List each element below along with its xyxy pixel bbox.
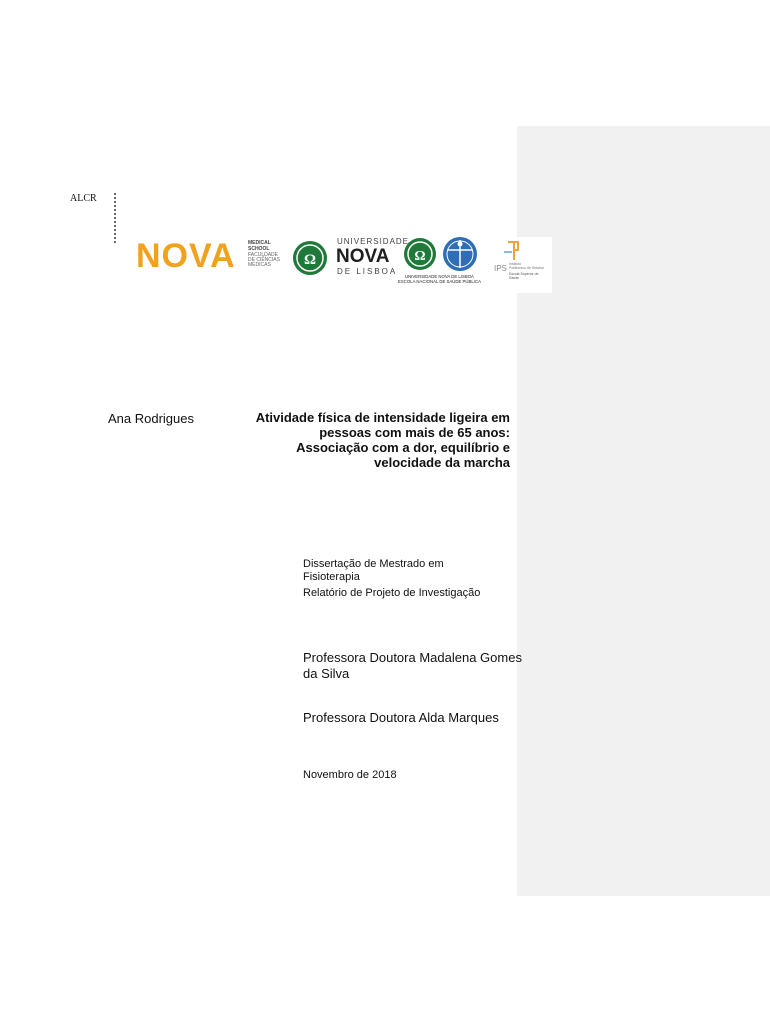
- medical-school-line-1: MEDICAL: [248, 240, 271, 246]
- svg-text:Ω: Ω: [303, 252, 317, 268]
- ensp-emblem-icon: [443, 237, 477, 271]
- title-line-1: Atividade física de intensidade ligeira em: [255, 410, 510, 425]
- medical-school-line-3: FACULDADE: [248, 252, 279, 258]
- author-name: Ana Rodrigues: [108, 411, 194, 426]
- ips-text-2: Politécnico de Setúbal: [509, 266, 544, 270]
- header-initials: ALCR: [70, 193, 97, 204]
- svg-text:Ω: Ω: [414, 249, 426, 264]
- nova-medical-school-logo: [136, 237, 281, 275]
- ensp-text-line-1: UNIVERSIDADE NOVA DE LISBOA: [405, 274, 474, 279]
- title-line-2: pessoas com mais de 65 anos:: [319, 425, 510, 440]
- ips-text-3: Escola Superior de: [509, 272, 539, 276]
- university-sub-text: DE LISBOA: [337, 267, 398, 276]
- institution-logos: [130, 232, 554, 294]
- submission-date: Novembro de 2018: [303, 769, 397, 781]
- report-type-text: Relatório de Projeto de Investigação: [303, 587, 481, 599]
- medical-school-line-4: DE CIÊNCIAS: [248, 257, 280, 263]
- supervisor-1: Professora Doutora Madalena Gomes da Silva: [303, 650, 522, 681]
- ips-text-4: Saúde: [509, 276, 520, 280]
- ips-abbr: IPS: [494, 264, 507, 273]
- degree-text: Dissertação de Mestrado em Fisioterapia: [303, 558, 444, 583]
- medical-school-line-2: SCHOOL: [248, 246, 270, 252]
- ips-text-1: Instituto: [509, 262, 522, 266]
- university-top-text: UNIVERSIDADE: [337, 237, 410, 246]
- universidade-nova-lisboa-logo: [336, 237, 409, 276]
- comment-margin-pane: [517, 126, 770, 896]
- header-dotted-rule: [114, 193, 116, 243]
- medical-school-line-5: MÉDICAS: [248, 262, 271, 268]
- title-line-4: velocidade da marcha: [374, 455, 510, 470]
- university-main-text: NOVA: [336, 246, 390, 267]
- title-line-3: Associação com a dor, equilíbrio e: [296, 440, 510, 455]
- ensp-text-line-2: ESCOLA NACIONAL DE SAÚDE PÚBLICA: [398, 279, 481, 284]
- supervisor-2: Professora Doutora Alda Marques: [303, 710, 499, 725]
- thesis-title: [232, 410, 510, 470]
- nova-wordmark: NOVA: [136, 237, 236, 275]
- ips-logo: [492, 237, 552, 293]
- unl-emblem-icon: [404, 238, 436, 270]
- nova-emblem-icon: [293, 241, 327, 275]
